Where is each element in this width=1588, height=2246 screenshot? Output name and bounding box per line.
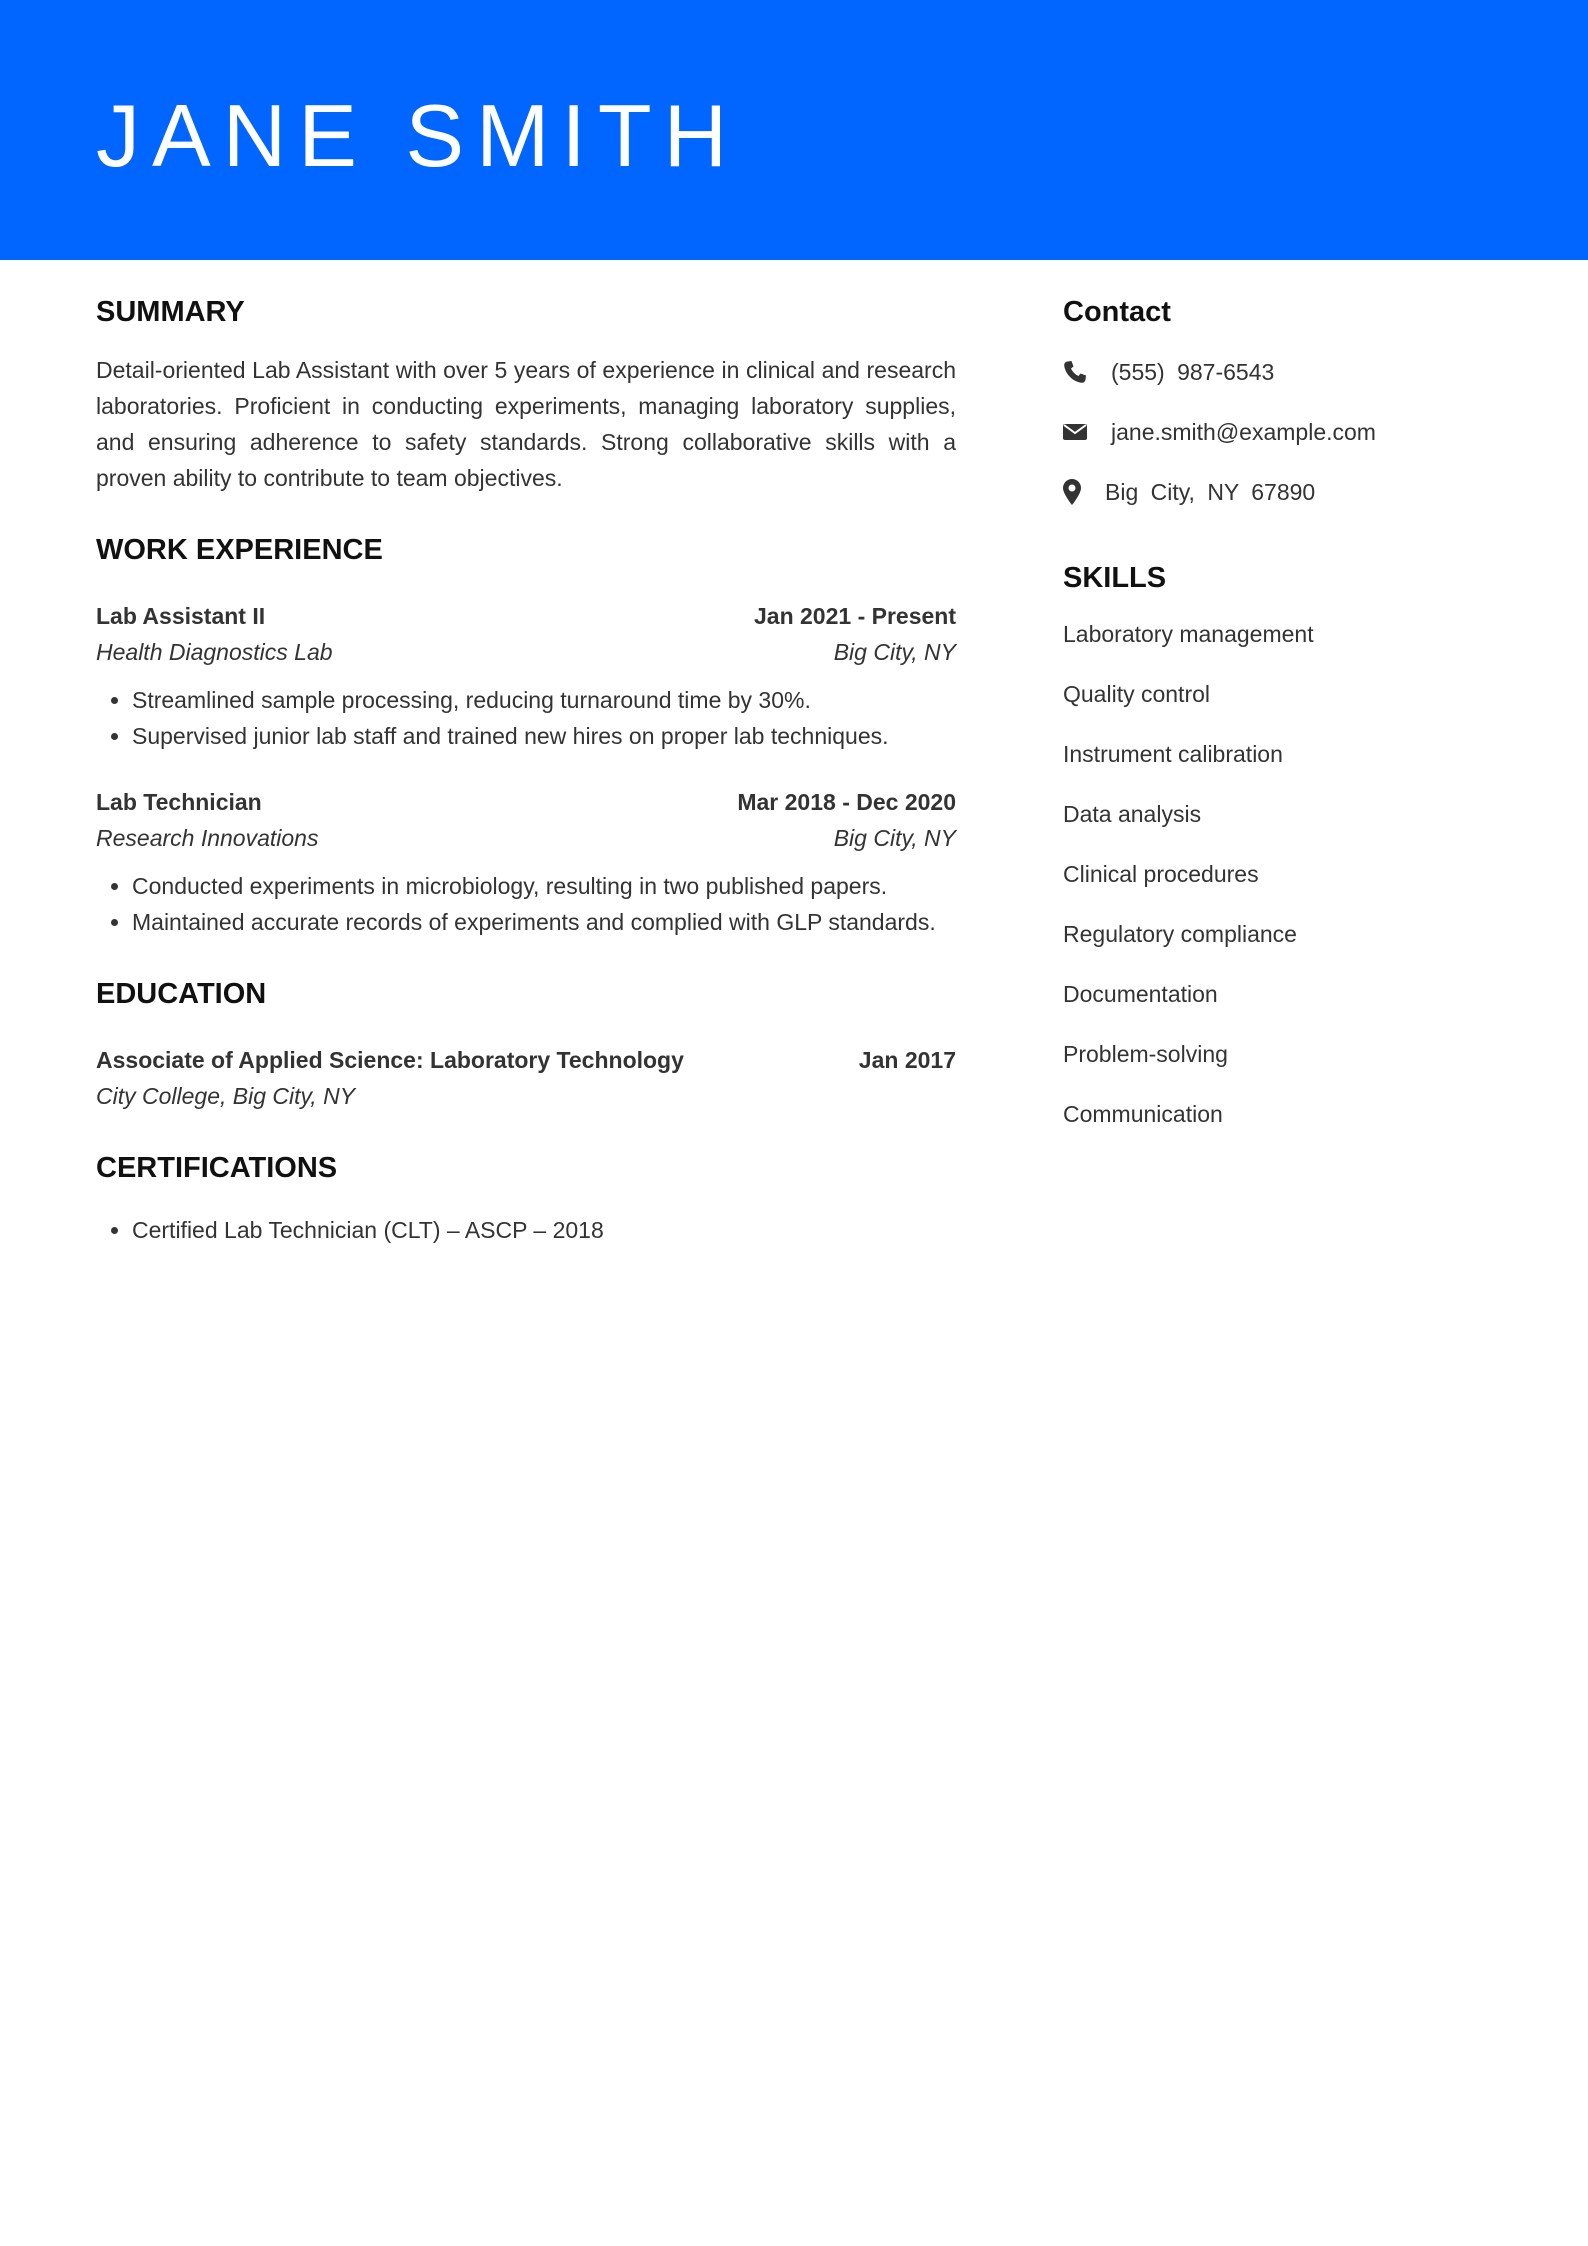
work-experience-section: [96, 524, 956, 940]
skill-item: Communication: [1063, 1101, 1223, 1127]
contact-list: [1063, 354, 1523, 510]
skill-item: Problem-solving: [1063, 1041, 1228, 1067]
job-company: Research Innovations: [96, 825, 319, 851]
skill-item: Instrument calibration: [1063, 741, 1283, 767]
job-role: Lab Technician: [96, 789, 262, 815]
job-entry: [96, 598, 956, 754]
summary-section: [96, 286, 956, 496]
contact-section: [1063, 286, 1523, 510]
job-location: Big City, NY: [833, 639, 956, 665]
sidebar-column: [1063, 286, 1523, 1156]
section-title-work-experience: WORK EXPERIENCE: [96, 534, 383, 566]
skill-item: Regulatory compliance: [1063, 921, 1297, 947]
job-bullet: • Conducted experiments in microbiology, resulting in two published papers.: [132, 868, 956, 904]
candidate-name: JANE SMITH: [96, 86, 740, 185]
contact-location-text: Big City, NY 67890: [1105, 479, 1316, 505]
main-column: [96, 286, 956, 1248]
job-location: Big City, NY: [833, 825, 956, 851]
phone-icon: [1063, 360, 1111, 384]
job-dates: Jan 2021 - Present: [753, 603, 956, 629]
education-section: [96, 968, 956, 1114]
contact-email-text: jane.smith@example.com: [1111, 419, 1376, 445]
certifications-list: [96, 1212, 956, 1248]
skill-item: Laboratory management: [1063, 621, 1314, 647]
skill-item: Documentation: [1063, 981, 1218, 1007]
skills-list: [1063, 616, 1523, 1132]
section-title-skills: SKILLS: [1063, 562, 1167, 594]
job-entry: [96, 784, 956, 940]
certifications-section: [96, 1142, 956, 1248]
skill-item: Quality control: [1063, 681, 1211, 707]
section-title-contact: Contact: [1063, 296, 1171, 328]
skill-item: Data analysis: [1063, 801, 1202, 827]
job-bullets: [96, 868, 956, 940]
education-date: Jan 2017: [858, 1047, 956, 1073]
certification-item: • Certified Lab Technician (CLT) – ASCP – 2018: [132, 1212, 956, 1248]
education-school: City College, Big City, NY: [96, 1083, 356, 1109]
section-title-education: EDUCATION: [96, 978, 267, 1010]
job-dates: Mar 2018 - Dec 2020: [737, 789, 956, 815]
contact-phone: [1063, 354, 1523, 390]
job-bullet: • Maintained accurate records of experiments and complied with GLP standards.: [132, 904, 956, 940]
summary-text: Detail-oriented Lab Assistant with over 5 years of experience in clinical and research laboratories. Proficient in conducting experiments, managing laboratory supplies, and ensuring adherence to safety standards. Strong collaborative skills with a proven ability to contribute to team objectives.: [96, 357, 956, 491]
contact-location: [1063, 474, 1523, 510]
job-bullets: [96, 682, 956, 754]
job-company: Health Diagnostics Lab: [96, 639, 333, 665]
education-entry: [96, 1042, 956, 1114]
header-banner: [0, 0, 1588, 260]
section-title-summary: SUMMARY: [96, 296, 245, 328]
skill-item: Clinical procedures: [1063, 861, 1259, 887]
job-bullet: • Streamlined sample processing, reducing turnaround time by 30%.: [132, 682, 956, 718]
job-bullet: • Supervised junior lab staff and trained new hires on proper lab techniques.: [132, 718, 956, 754]
contact-email: [1063, 414, 1523, 450]
map-pin-icon: [1063, 479, 1105, 505]
skills-section: [1063, 552, 1523, 1132]
job-role: Lab Assistant II: [96, 603, 266, 629]
contact-phone-text: (555) 987-6543: [1111, 359, 1275, 385]
education-degree: Associate of Applied Science: Laboratory Technology: [96, 1047, 684, 1073]
envelope-icon: [1063, 422, 1111, 442]
section-title-certifications: CERTIFICATIONS: [96, 1152, 338, 1184]
